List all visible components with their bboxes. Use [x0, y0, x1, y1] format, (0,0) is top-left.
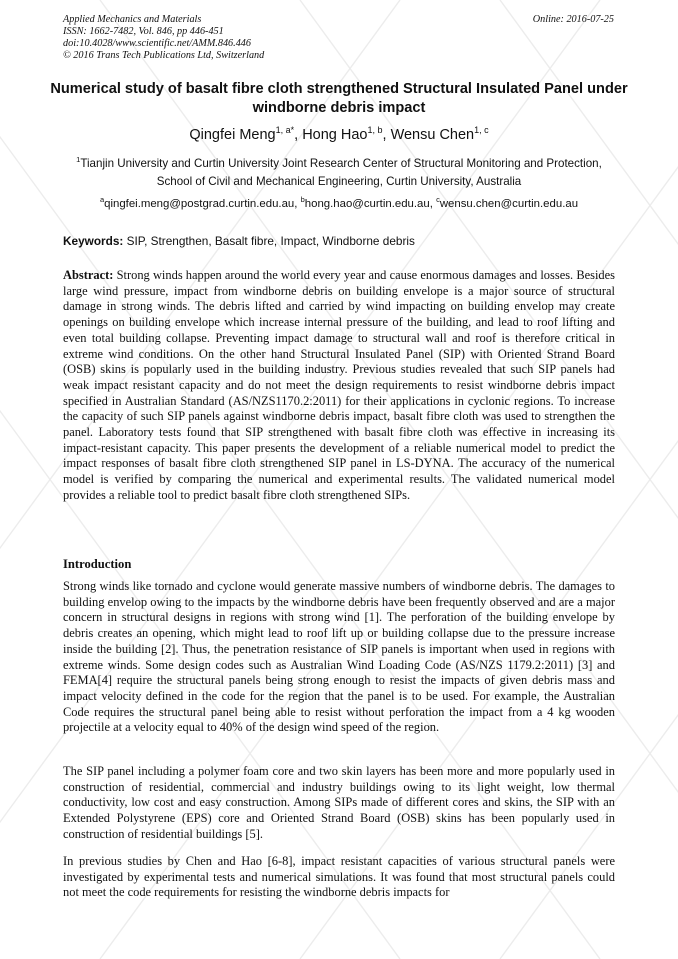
- journal-header: [63, 14, 264, 62]
- body-paragraph: In previous studies by Chen and Hao [6-8], impact resistant capacities of various structural panels were investigated by experimental tests and numerical simulations. It was found that most structural panels could not meet the code requirements for resisting the windborne debris impacts for: [63, 854, 615, 900]
- affiliation-text: Tianjin University and Curtin University Joint Research Center of Structural Monitoring and Protection, School of Civil and Mechanical Engineering, Curtin University, Australia: [80, 157, 602, 188]
- affiliation: [60, 155, 618, 190]
- doi-line[interactable]: doi:10.4028/www.scientific.net/AMM.846.446: [63, 38, 251, 49]
- copyright-line: © 2016 Trans Tech Publications Ltd, Switzerland: [63, 50, 265, 61]
- email-sup: c: [436, 195, 440, 205]
- author-sup: 1, a*: [275, 125, 295, 136]
- keywords-label: Keywords:: [63, 234, 124, 248]
- paper-title: Numerical study of basalt fibre cloth strengthened Structural Insulated Panel under windborne debris impact: [50, 81, 628, 116]
- author-sup: 1, c: [474, 125, 489, 136]
- affiliation-sup: 1: [76, 155, 81, 165]
- author-name: Hong Hao: [302, 127, 368, 143]
- abstract-label: Abstract:: [63, 268, 114, 282]
- email-list: $^a$qingfei.meng@postgrad.curtin.edu.au, $^b$hong.hao@curtin.edu.au, $^c$wensu.chen@curtin.edu.au: [99, 195, 579, 210]
- author-list: Qingfei Meng$^{1, a*}$, Hong Hao$^{1, b}$, Wensu Chen$^{1, c}$: [189, 125, 489, 143]
- abstract: [63, 268, 615, 504]
- email-sup: b: [300, 195, 305, 205]
- author-name: Wensu Chen: [390, 127, 475, 143]
- section-heading: Introduction: [63, 557, 132, 571]
- email-address[interactable]: wensu.chen@curtin.edu.au: [439, 198, 579, 210]
- body-paragraph: The SIP panel including a polymer foam core and two skin layers has been more and more popularly used in construction of residential, commercial and industry buildings owing to its light weight, low thermal conductivity, low cost and easy construction. Among SIPs made of different cores and skins, the SIP with an Extended Polystyrene (EPS) core and Oriented Strand Board (OSB) skins has been popularly used in construction of residential buildings [5].: [63, 764, 615, 841]
- email-sup: a: [99, 195, 105, 205]
- email-address[interactable]: hong.hao@curtin.edu.au: [304, 198, 430, 210]
- journal-name: Applied Mechanics and Materials: [63, 14, 202, 25]
- abstract-text: Strong winds happen around the world every year and cause enormous damages and losses. Besides large wind pressure, impact from windborne debris on building envelope is a major source of structural damage in strong winds. The debris lifted and carried by wind impacting on building envelop may create openings on building envelope which increase internal pressure of the building, and lead to roof lifting and even total building collapse. Preventing impact damage to structural wall and roof is therefore critical in extreme wind conditions. On the other hand Structural Insulated Panel (SIP) with Oriented Strand Board (OSB) skins is popularly used in the building industry. Previous studies revealed that such SIP panels had weak impact resistant capacity and do not meet the design requirements to resist windborne debris impact specified in Australian Standard (AS/NZS1170.2:2011) for their applications in cyclonic regions. To increase the capacity of such SIP panels against windborne debris impact, basalt fibre cloth was used to strengthen the panel. Laboratory tests found that SIP strengthened with basalt fibre cloth was effective in increasing its impact-resistant capacity. This paper presents the development of a reliable numerical model to predict the impact responses of basalt fibre cloth strengthened SIP panel in LS-DYNA. The accuracy of the numerical model is verified by comparing the numerical and experimental results. The validated numerical model provides a reliable tool to predict basalt fibre cloth strengthened SIPs.: [63, 268, 616, 502]
- keywords: [63, 234, 615, 248]
- body-paragraph: Strong winds like tornado and cyclone would generate massive numbers of windborne debris. The damages to building envelop owing to the impacts by the windborne debris have been frequently observed and are a major concern in structural designs in regions with strong wind [1]. The perforation of the building envelope by debris creates an opening, which might lead to roof lift up or building collapse due to the pressure increase inside the building [2]. Thus, the penetration resistance of SIP panels is important when used in regions with extreme winds. Some design codes such as Australian Wind Loading Code (AS/NZS 1179.2:2011) [3] and FEMA[4] require the structural panels being strong enough to resist the impacts of given debris mass and impact velocity defined in the code for the region that the panel is to be used. For example, the Australian Code requires the structural panel being able to resist without perforation the impact from a 4 kg wooden projectile at a velocity equal to 40% of the design wind speed of the region.: [63, 579, 615, 735]
- email-address[interactable]: qingfei.meng@postgrad.curtin.edu.au: [104, 198, 295, 210]
- issn-line: ISSN: 1662-7482, Vol. 846, pp 446-451: [63, 26, 224, 37]
- keywords-text: SIP, Strengthen, Basalt fibre, Impact, Windborne debris: [126, 234, 415, 248]
- author-name: Qingfei Meng: [189, 127, 276, 143]
- online-date: Online: 2016-07-25: [532, 14, 614, 25]
- author-sup: 1, b: [367, 125, 383, 136]
